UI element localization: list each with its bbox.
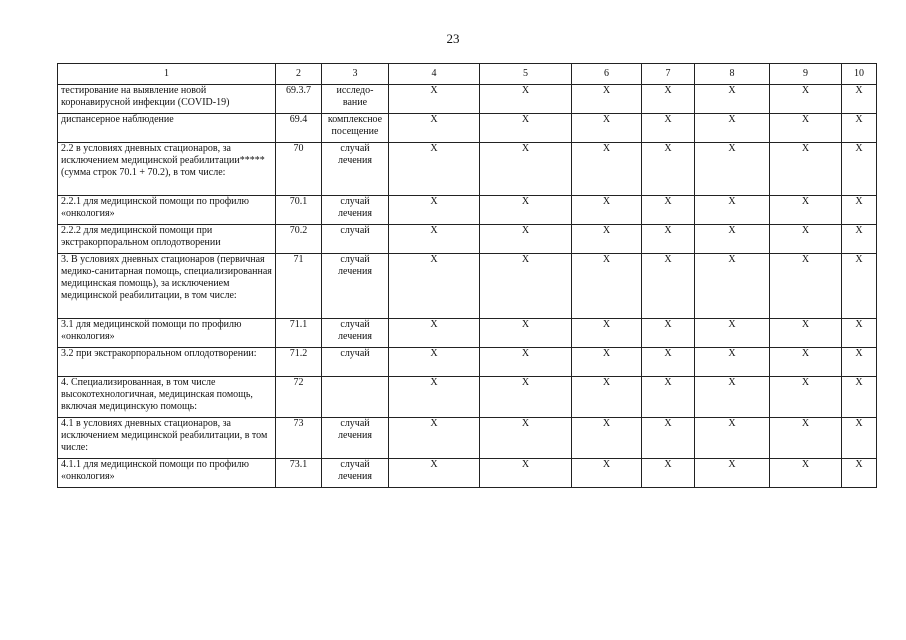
mark-cell: X <box>695 377 770 418</box>
mark-cell: X <box>770 143 842 196</box>
mark-cell: X <box>642 319 695 348</box>
table-row <box>58 348 877 377</box>
mark-cell: X <box>842 225 877 254</box>
mark-cell: X <box>480 143 572 196</box>
mark-cell: X <box>572 114 642 143</box>
row-unit-cell: случай лечения <box>322 196 389 225</box>
mark-cell: X <box>642 143 695 196</box>
mark-cell: X <box>572 143 642 196</box>
mark-cell: X <box>389 348 480 377</box>
row-code-cell: 71 <box>276 254 322 319</box>
row-name-cell: 4.1 в условиях дневных стационаров, за исключением медицинской реабилитации, в том числе: <box>58 418 276 459</box>
row-name-cell: 3.2 при экстракорпоральном оплодотворении: <box>58 348 276 377</box>
row-unit-cell: случай лечения <box>322 418 389 459</box>
row-code-cell: 69.3.7 <box>276 85 322 114</box>
mark-cell: X <box>389 254 480 319</box>
mark-cell: X <box>842 114 877 143</box>
row-name-cell: 2.2.1 для медицинской помощи по профилю «онкология» <box>58 196 276 225</box>
row-unit-cell <box>322 377 389 418</box>
mark-cell: X <box>770 196 842 225</box>
row-code-cell: 73 <box>276 418 322 459</box>
mark-cell: X <box>770 254 842 319</box>
mark-cell: X <box>480 459 572 488</box>
mark-cell: X <box>480 196 572 225</box>
row-name-cell: 2.2 в условиях дневных стационаров, за исключением медицинской реабилитации***** (сумма строк 70.1 + 70.2), в том числе: <box>58 143 276 196</box>
mark-cell: X <box>480 348 572 377</box>
mark-cell: X <box>572 418 642 459</box>
mark-cell: X <box>842 377 877 418</box>
mark-cell: X <box>389 418 480 459</box>
mark-cell: X <box>480 254 572 319</box>
row-code-cell: 69.4 <box>276 114 322 143</box>
table-row <box>58 85 877 114</box>
row-unit-cell: случай <box>322 225 389 254</box>
column-header: 1 <box>58 64 276 85</box>
table-row <box>58 196 877 225</box>
row-name-cell: 4. Специализированная, в том числе высокотехнологичная, медицинская помощь, включая медицинскую помощь: <box>58 377 276 418</box>
row-unit-cell: случай лечения <box>322 254 389 319</box>
mark-cell: X <box>572 225 642 254</box>
mark-cell: X <box>389 459 480 488</box>
row-code-cell: 70 <box>276 143 322 196</box>
mark-cell: X <box>842 459 877 488</box>
row-code-cell: 71.1 <box>276 319 322 348</box>
table-row <box>58 143 877 196</box>
mark-cell: X <box>642 225 695 254</box>
mark-cell: X <box>695 254 770 319</box>
mark-cell: X <box>572 348 642 377</box>
row-code-cell: 72 <box>276 377 322 418</box>
mark-cell: X <box>642 114 695 143</box>
column-header: 2 <box>276 64 322 85</box>
row-name-cell: тестирование на выявление новой коронавирусной инфекции (COVID-19) <box>58 85 276 114</box>
mark-cell: X <box>642 254 695 319</box>
column-header: 9 <box>770 64 842 85</box>
row-name-cell: 3. В условиях дневных стационаров (первичная медико-санитарная помощь, специализированная медицинская помощь), за исключением медицинской реабилитации, в том числе: <box>58 254 276 319</box>
mark-cell: X <box>480 319 572 348</box>
table-row <box>58 377 877 418</box>
mark-cell: X <box>770 377 842 418</box>
mark-cell: X <box>572 459 642 488</box>
mark-cell: X <box>642 85 695 114</box>
mark-cell: X <box>842 418 877 459</box>
row-code-cell: 70.1 <box>276 196 322 225</box>
row-unit-cell: случай <box>322 348 389 377</box>
column-header: 3 <box>322 64 389 85</box>
mark-cell: X <box>770 459 842 488</box>
mark-cell: X <box>770 114 842 143</box>
row-code-cell: 73.1 <box>276 459 322 488</box>
mark-cell: X <box>695 418 770 459</box>
mark-cell: X <box>770 348 842 377</box>
mark-cell: X <box>842 196 877 225</box>
mark-cell: X <box>642 459 695 488</box>
mark-cell: X <box>770 319 842 348</box>
mark-cell: X <box>480 225 572 254</box>
column-header: 7 <box>642 64 695 85</box>
mark-cell: X <box>842 85 877 114</box>
mark-cell: X <box>389 319 480 348</box>
mark-cell: X <box>480 377 572 418</box>
row-unit-cell: случай лечения <box>322 143 389 196</box>
mark-cell: X <box>480 114 572 143</box>
mark-cell: X <box>572 85 642 114</box>
row-name-cell: диспансерное наблюдение <box>58 114 276 143</box>
mark-cell: X <box>389 114 480 143</box>
mark-cell: X <box>572 319 642 348</box>
mark-cell: X <box>842 143 877 196</box>
mark-cell: X <box>642 348 695 377</box>
mark-cell: X <box>695 459 770 488</box>
row-code-cell: 70.2 <box>276 225 322 254</box>
mark-cell: X <box>642 196 695 225</box>
mark-cell: X <box>389 377 480 418</box>
row-code-cell: 71.2 <box>276 348 322 377</box>
column-header: 4 <box>389 64 480 85</box>
mark-cell: X <box>642 418 695 459</box>
mark-cell: X <box>389 196 480 225</box>
mark-cell: X <box>695 143 770 196</box>
row-unit-cell: случай лечения <box>322 319 389 348</box>
mark-cell: X <box>572 196 642 225</box>
table-row <box>58 114 877 143</box>
mark-cell: X <box>480 418 572 459</box>
mark-cell: X <box>842 319 877 348</box>
column-header: 5 <box>480 64 572 85</box>
table-row <box>58 459 877 488</box>
table-row <box>58 225 877 254</box>
mark-cell: X <box>695 196 770 225</box>
column-header: 10 <box>842 64 877 85</box>
mark-cell: X <box>842 348 877 377</box>
mark-cell: X <box>770 225 842 254</box>
mark-cell: X <box>770 85 842 114</box>
mark-cell: X <box>389 143 480 196</box>
mark-cell: X <box>695 85 770 114</box>
row-unit-cell: исследо-вание <box>322 85 389 114</box>
mark-cell: X <box>695 348 770 377</box>
table-body <box>58 85 877 488</box>
mark-cell: X <box>695 319 770 348</box>
column-header: 6 <box>572 64 642 85</box>
table-row <box>58 254 877 319</box>
row-name-cell: 2.2.2 для медицинской помощи при экстракорпоральном оплодотворении <box>58 225 276 254</box>
mark-cell: X <box>389 85 480 114</box>
mark-cell: X <box>842 254 877 319</box>
mark-cell: X <box>695 225 770 254</box>
column-header: 8 <box>695 64 770 85</box>
header-row <box>58 64 877 85</box>
mark-cell: X <box>572 254 642 319</box>
row-name-cell: 4.1.1 для медицинской помощи по профилю «онкология» <box>58 459 276 488</box>
mark-cell: X <box>389 225 480 254</box>
mark-cell: X <box>770 418 842 459</box>
table-row <box>58 319 877 348</box>
mark-cell: X <box>480 85 572 114</box>
row-name-cell: 3.1 для медицинской помощи по профилю «онкология» <box>58 319 276 348</box>
mark-cell: X <box>642 377 695 418</box>
page-number: 23 <box>446 31 460 46</box>
mark-cell: X <box>572 377 642 418</box>
mark-cell: X <box>695 114 770 143</box>
table-row <box>58 418 877 459</box>
data-table <box>57 63 877 488</box>
row-unit-cell: случай лечения <box>322 459 389 488</box>
row-unit-cell: комплексное посещение <box>322 114 389 143</box>
